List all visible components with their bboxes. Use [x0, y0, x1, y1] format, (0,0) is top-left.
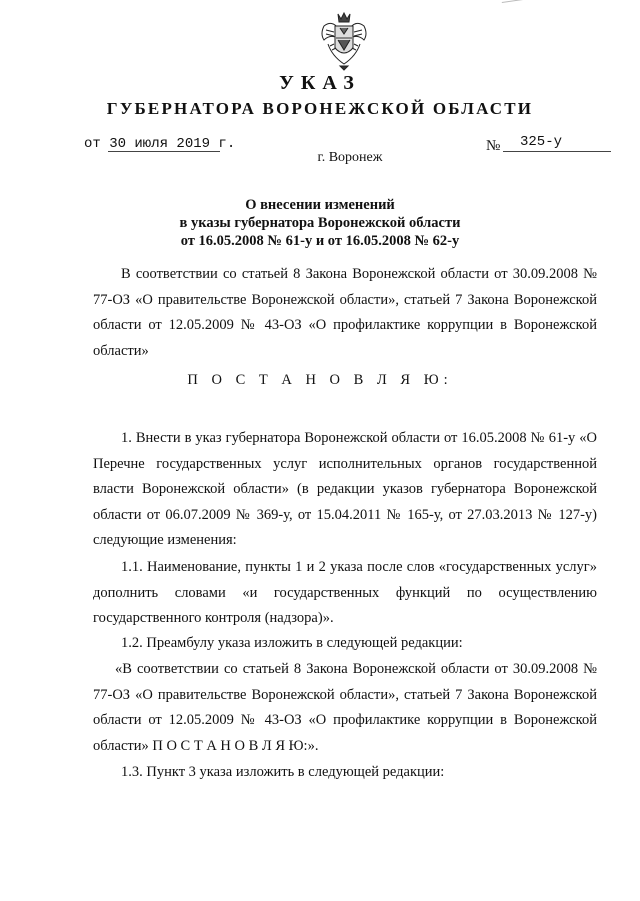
paragraph-1-1: 1.1. Наименование, пункты 1 и 2 указа после слов «государственных услуг» дополнить словами «и государственных функций по осуществлению государственного контроля (надзора)». — [93, 559, 597, 626]
document-city: г. Воронеж — [317, 150, 383, 165]
subject-line-1: О внесении изменений — [245, 197, 395, 213]
paragraph-1-3: 1.3. Пункт 3 указа изложить в следующей редакции: — [121, 764, 445, 780]
paragraph-1-2-quote: «В соответствии со статьей 8 Закона Воронежской области от 30.09.2008 № 77-ОЗ «О правительстве Воронежской области», статьей 7 Закона Воронежской области от 12.05.2009 № 43-ОЗ «О профилактике коррупции в Воронежской области» П О С Т А Н О В Л Я Ю:». — [93, 661, 597, 754]
document-date: от 30 июля 2019 г. — [84, 136, 236, 152]
document-subject — [0, 196, 640, 250]
preamble-paragraph: В соответствии со статьей 8 Закона Воронежской области от 30.09.2008 № 77-ОЗ «О правительстве Воронежской области», статьей 7 Закона Воронежской области от 12.05.2009 № 43-ОЗ «О профилактике коррупции в Воронежской области» — [93, 266, 597, 359]
document-title: УКАЗ — [279, 72, 361, 94]
paragraph-1: 1. Внести в указ губернатора Воронежской области от 16.05.2008 № 61-у «О Перечне государственных услуг исполнительных органов государственной власти Воронежской области» (в редакции указов губернатора Воронежской области от 06.07.2009 № 369-у, от 15.04.2011 № 165-у, от 27.03.2013 № 127-у) следующие изменения: — [93, 430, 597, 548]
subject-line-2: в указы губернатора Воронежской области — [179, 215, 461, 231]
document-number: 325-у — [520, 134, 563, 150]
resolve-heading: П О С Т А Н О В Л Я Ю: — [187, 372, 453, 388]
paragraph-1-2: 1.2. Преамбулу указа изложить в следующей редакции: — [121, 635, 463, 651]
scan-mark — [502, 0, 530, 7]
document-subtitle: ГУБЕРНАТОРА ВОРОНЕЖСКОЙ ОБЛАСТИ — [106, 99, 534, 118]
number-sign: № — [486, 138, 501, 154]
subject-line-3: от 16.05.2008 № 61-у и от 16.05.2008 № 62-у — [180, 233, 460, 249]
coat-of-arms-emblem — [318, 10, 370, 74]
